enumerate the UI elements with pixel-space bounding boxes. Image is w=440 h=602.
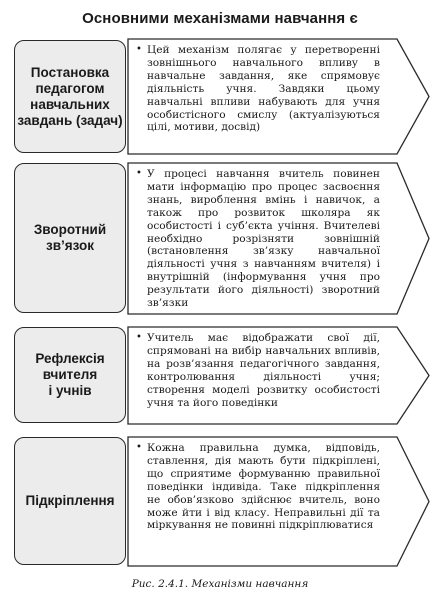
mechanism-label-reflection: Рефлексія вчителя і учнів xyxy=(14,327,126,423)
mechanism-description-2 xyxy=(136,168,380,310)
mechanism-description-4 xyxy=(136,442,380,532)
description-bullet: • Учитель має відображати свої дії, спрямовані на вибір навчальних впливів, на розв’язання педагогічного завдання, контролювання діяльності учня; створення моделі розвитку особистості учня та його поведінки xyxy=(145,332,380,409)
mechanism-description-3 xyxy=(136,332,380,409)
description-bullet: • У процесі навчання вчитель повинен мати інформацію про процес засвоєння знань, вироблення вмінь і навичок, а також про розвиток школяра як особистості і суб’єкта учіння. Вчителеві необхідно розрізняти зовнішній (встановлення зв’язку навчальної діяльності учня з навчанням вчителя) і внутрішній (інформування учня про результати його діяльності) зворотний зв’язки xyxy=(145,168,380,310)
mechanism-label-task-setting: Постановка педагогом навчальних завдань (задач) xyxy=(14,40,126,153)
description-bullet: • Кожна правильна думка, відповідь, ставлення, дія мають бути підкріплені, що сприятиме формуванню правильної поведінки індивіда. Таке підкріплення не обов’язково здійснює вчитель, воно може йти і від класу. Неправильні дії та міркування не повинні підкріплюватися xyxy=(145,442,380,532)
figure-caption: Рис. 2.4.1. Механізми навчання xyxy=(131,578,309,590)
mechanism-label-feedback: Зворотний зв’язок xyxy=(14,163,126,313)
diagram-title: Основними механізмами навчання є xyxy=(82,10,358,27)
mechanism-description-1 xyxy=(136,44,380,134)
mechanism-label-reinforcement: Підкріплення xyxy=(14,437,126,565)
description-bullet: • Цей механізм полягає у перетворенні зовнішнього навчального впливу в навчальне завдання, яке спрямовує діяльність учня. Завдяки цьому навчальні впливи набувають для учня особистісного смислу (актуалізуються цілі, мотиви, досвід) xyxy=(145,44,380,134)
